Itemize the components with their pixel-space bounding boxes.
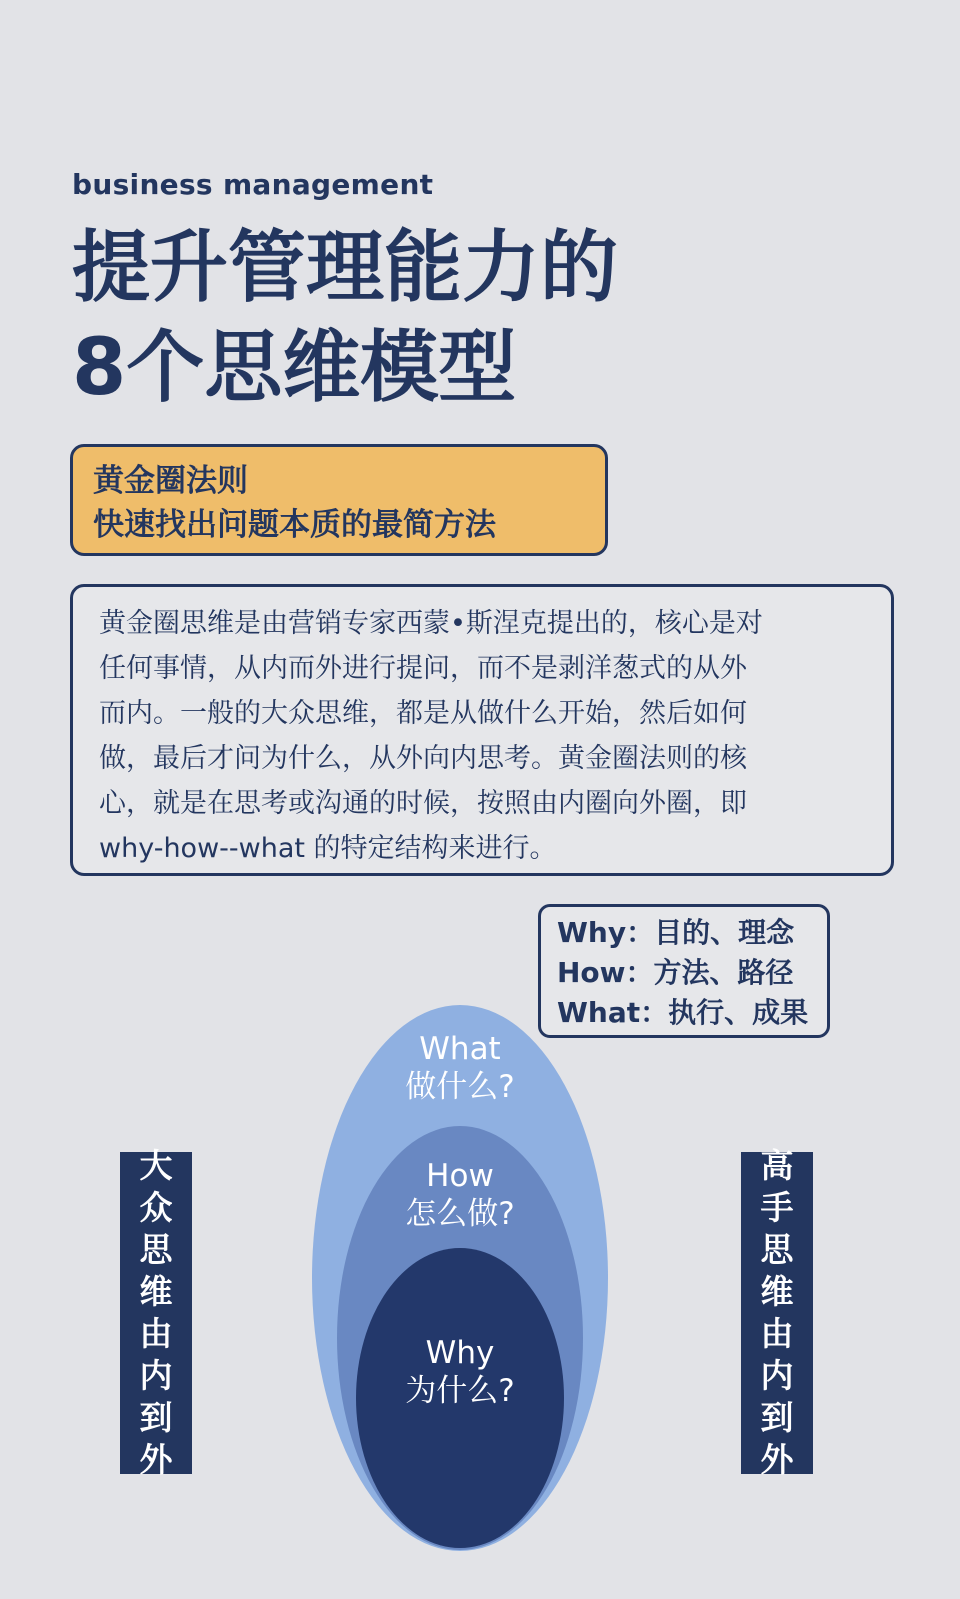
side-right-char: 由 (760, 1314, 794, 1353)
side-left-char: 到 (139, 1398, 173, 1437)
side-right-char: 手 (760, 1188, 794, 1227)
what-label: What (419, 1031, 501, 1067)
why-sublabel: 为什么? (405, 1373, 515, 1409)
side-left-char: 外 (139, 1440, 173, 1479)
side-left-char: 大 (139, 1146, 173, 1185)
side-left-char: 维 (139, 1272, 173, 1311)
why-label: Why (425, 1335, 495, 1371)
outer-circle-label (340, 1030, 580, 1106)
side-right-char: 高 (760, 1146, 794, 1185)
side-left-char: 众 (139, 1188, 173, 1227)
side-left-char: 思 (139, 1230, 173, 1269)
side-right-char: 思 (760, 1230, 794, 1269)
legend-item-why: Why：目的、理念 (557, 916, 795, 949)
side-left-char: 内 (139, 1356, 173, 1395)
side-right-char: 到 (760, 1398, 794, 1437)
legend-item-what: What：执行、成果 (557, 996, 809, 1029)
how-sublabel: 怎么做? (405, 1196, 515, 1232)
banner-line-1: 黄金圈法则 (93, 463, 248, 499)
side-left-char: 由 (139, 1314, 173, 1353)
middle-circle-label (340, 1157, 580, 1233)
what-sublabel: 做什么? (405, 1069, 515, 1105)
kicker-text: business management (72, 168, 434, 201)
description-line: 而内。一般的大众思维，都是从做什么开始，然后如何 (99, 698, 747, 729)
page-title-line-2: 8个思维模型 (72, 323, 517, 413)
description-line: 黄金圈思维是由营销专家西蒙•斯涅克提出的，核心是对 (99, 608, 763, 639)
description-line: 心，就是在思考或沟通的时候，按照由内圈向外圈，即 (99, 788, 747, 819)
banner-line-2: 快速找出问题本质的最简方法 (93, 507, 496, 543)
side-label-right (741, 1146, 813, 1479)
side-right-char: 外 (760, 1440, 794, 1479)
side-right-char: 维 (760, 1272, 794, 1311)
description-line: 任何事情，从内而外进行提问，而不是剥洋葱式的从外 (99, 653, 747, 684)
description-line: why-how--what 的特定结构来进行。 (99, 833, 557, 864)
side-label-left (120, 1146, 192, 1479)
inner-circle-label (340, 1334, 580, 1410)
side-right-char: 内 (760, 1356, 794, 1395)
description-line: 做，最后才问为什么，从外向内思考。黄金圈法则的核 (99, 743, 747, 774)
page-title-line-1: 提升管理能力的 (72, 223, 619, 313)
how-label: How (426, 1158, 494, 1194)
legend-item-how: How：方法、路径 (557, 956, 794, 989)
